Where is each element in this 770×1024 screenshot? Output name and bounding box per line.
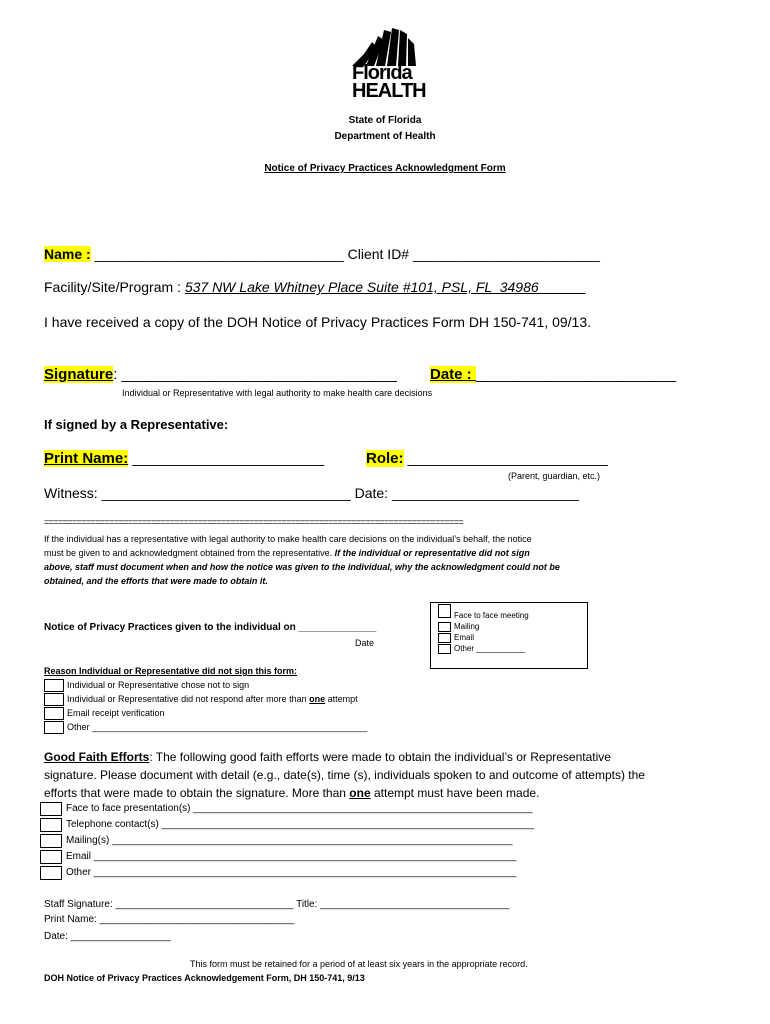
signature-label: Signature xyxy=(44,366,114,383)
representative-heading: If signed by a Representative: xyxy=(44,417,229,432)
name-row xyxy=(44,246,600,262)
checkbox-chose-not-to-sign[interactable] xyxy=(44,679,64,692)
checkbox-telephone[interactable] xyxy=(40,818,62,832)
effort-mailings[interactable]: Mailing(s) ________________________________________________________________________ xyxy=(66,835,513,846)
checkbox-email-receipt[interactable] xyxy=(44,707,64,720)
checkbox-other[interactable] xyxy=(438,644,451,654)
print-name-label: Print Name: xyxy=(44,450,129,467)
good-faith-text-3b: attempt must have been made. xyxy=(370,786,540,800)
checkbox-reason-other[interactable] xyxy=(44,721,64,734)
print-name-field[interactable]: _______________________ xyxy=(128,450,325,467)
method-face-to-face: Face to face meeting xyxy=(454,611,529,620)
good-faith-line-3 xyxy=(44,786,539,800)
checkbox-mailings[interactable] xyxy=(40,834,62,848)
checkbox-effort-other[interactable] xyxy=(40,866,62,880)
reason-attempt-word: attempt xyxy=(325,694,358,704)
reason-chose-not-to-sign: Individual or Representative chose not to sign xyxy=(67,680,250,690)
reason-heading: Reason Individual or Representative did not sign this form: xyxy=(44,666,298,676)
instructions-line-4: obtained, and the efforts that were made to obtain it. xyxy=(44,576,268,586)
staff-print-name-row[interactable]: Print Name: ___________________________________ xyxy=(44,914,295,925)
instructions-line-2-bold: If the individual or representative did not sign xyxy=(334,548,530,558)
checkbox-effort-email[interactable] xyxy=(40,850,62,864)
form-title: Notice of Privacy Practices Acknowledgment Form xyxy=(264,163,506,174)
method-mailing: Mailing xyxy=(454,622,480,631)
effort-other[interactable]: Other ____________________________________________________________________________ xyxy=(66,867,517,878)
method-email: Email xyxy=(454,633,475,642)
client-id-field[interactable]: Client ID# ________________________ xyxy=(347,246,600,262)
checkbox-face-presentation[interactable] xyxy=(40,802,62,816)
staff-signature-row[interactable]: Staff Signature: ________________________________ Title: __________________________________ xyxy=(44,899,510,910)
role-caption: (Parent, guardian, etc.) xyxy=(508,471,601,481)
role-row xyxy=(366,450,608,467)
logo-text-florida: Florida xyxy=(352,62,412,84)
role-label: Role: xyxy=(366,450,404,467)
reason-did-not-respond: Individual or Representative did not respond after more than xyxy=(67,694,310,704)
checkbox-email[interactable] xyxy=(438,633,451,643)
witness-row[interactable]: Witness: ________________________________ Date: ________________________ xyxy=(44,485,579,501)
separator-line: ========================================================================================== xyxy=(44,517,464,527)
state-title: State of Florida xyxy=(348,115,422,126)
name-field[interactable]: ________________________________ xyxy=(90,246,348,262)
good-faith-line-2: signature. Please document with detail (e.g., date(s), time (s), individuals spoken to and outcome of attempts) the xyxy=(44,768,645,782)
department-title: Department of Health xyxy=(334,131,436,142)
role-field[interactable]: ________________________ xyxy=(403,450,608,467)
reason-one-word: one xyxy=(309,694,326,704)
received-statement: I have received a copy of the DOH Notice of Privacy Practices Form DH 150-741, 09/13. xyxy=(44,314,592,330)
method-other: Other ___________ xyxy=(454,644,526,653)
signature-date-label: Date : xyxy=(430,366,476,383)
instructions-line-2-plain: must be given to and acknowledgment obtained from the representative. xyxy=(44,548,335,558)
instructions-line-2 xyxy=(44,548,530,558)
logo-text-health: HEALTH xyxy=(352,80,426,102)
good-faith-text-1: : The following good faith efforts were made to obtain the individual’s or Representative xyxy=(149,750,611,764)
signature-caption: Individual or Representative with legal authority to make health care decisions xyxy=(122,388,433,398)
checkbox-did-not-respond[interactable] xyxy=(44,693,64,706)
good-faith-one-word: one xyxy=(349,786,371,800)
florida-health-logo xyxy=(350,22,426,104)
checkbox-mailing[interactable] xyxy=(438,622,451,632)
signature-field[interactable]: : _________________________________ xyxy=(113,366,397,383)
facility-row xyxy=(44,279,585,295)
reason-other[interactable]: Other _______________________________________________________ xyxy=(67,722,368,732)
reason-did-not-respond-row xyxy=(67,694,358,704)
staff-date-row[interactable]: Date: __________________ xyxy=(44,931,171,942)
good-faith-line-1 xyxy=(44,750,611,764)
notice-given-label[interactable]: Notice of Privacy Practices given to the individual on ______________ xyxy=(44,622,377,633)
effort-telephone[interactable]: Telephone contact(s) ___________________________________________________________________ xyxy=(66,819,535,830)
reason-email-receipt: Email receipt verification xyxy=(67,708,165,718)
signature-date-field[interactable]: ________________________ xyxy=(475,366,677,383)
retention-notice: This form must be retained for a period of at least six years in the appropriate record. xyxy=(190,959,528,969)
signature-row xyxy=(44,366,397,383)
instructions-line-3: above, staff must document when and how the notice was given to the individual, why the acknowledgment could not be xyxy=(44,562,560,572)
facility-label: Facility/Site/Program : xyxy=(44,279,185,295)
good-faith-heading: Good Faith Efforts xyxy=(44,750,150,764)
effort-email[interactable]: Email ____________________________________________________________________________ xyxy=(66,851,517,862)
print-name-row xyxy=(44,450,324,467)
signature-date-row xyxy=(430,366,676,383)
good-faith-text-3a: efforts that were made to obtain the signature. More than xyxy=(44,786,350,800)
effort-face-presentation[interactable]: Face to face presentation(s) _____________________________________________________________ xyxy=(66,803,533,814)
notice-date-caption: Date xyxy=(355,638,375,648)
instructions-line-1: If the individual has a representative with legal authority to make health care decisions on the individual’s behalf, the notice xyxy=(44,534,532,544)
facility-value[interactable]: 537 NW Lake Whitney Place Suite #101, PSL, FL 34986 xyxy=(184,279,586,295)
name-label: Name : xyxy=(44,246,91,262)
checkbox-face-to-face[interactable] xyxy=(438,604,451,618)
form-identifier: DOH Notice of Privacy Practices Acknowledgement Form, DH 150-741, 9/13 xyxy=(44,973,365,983)
